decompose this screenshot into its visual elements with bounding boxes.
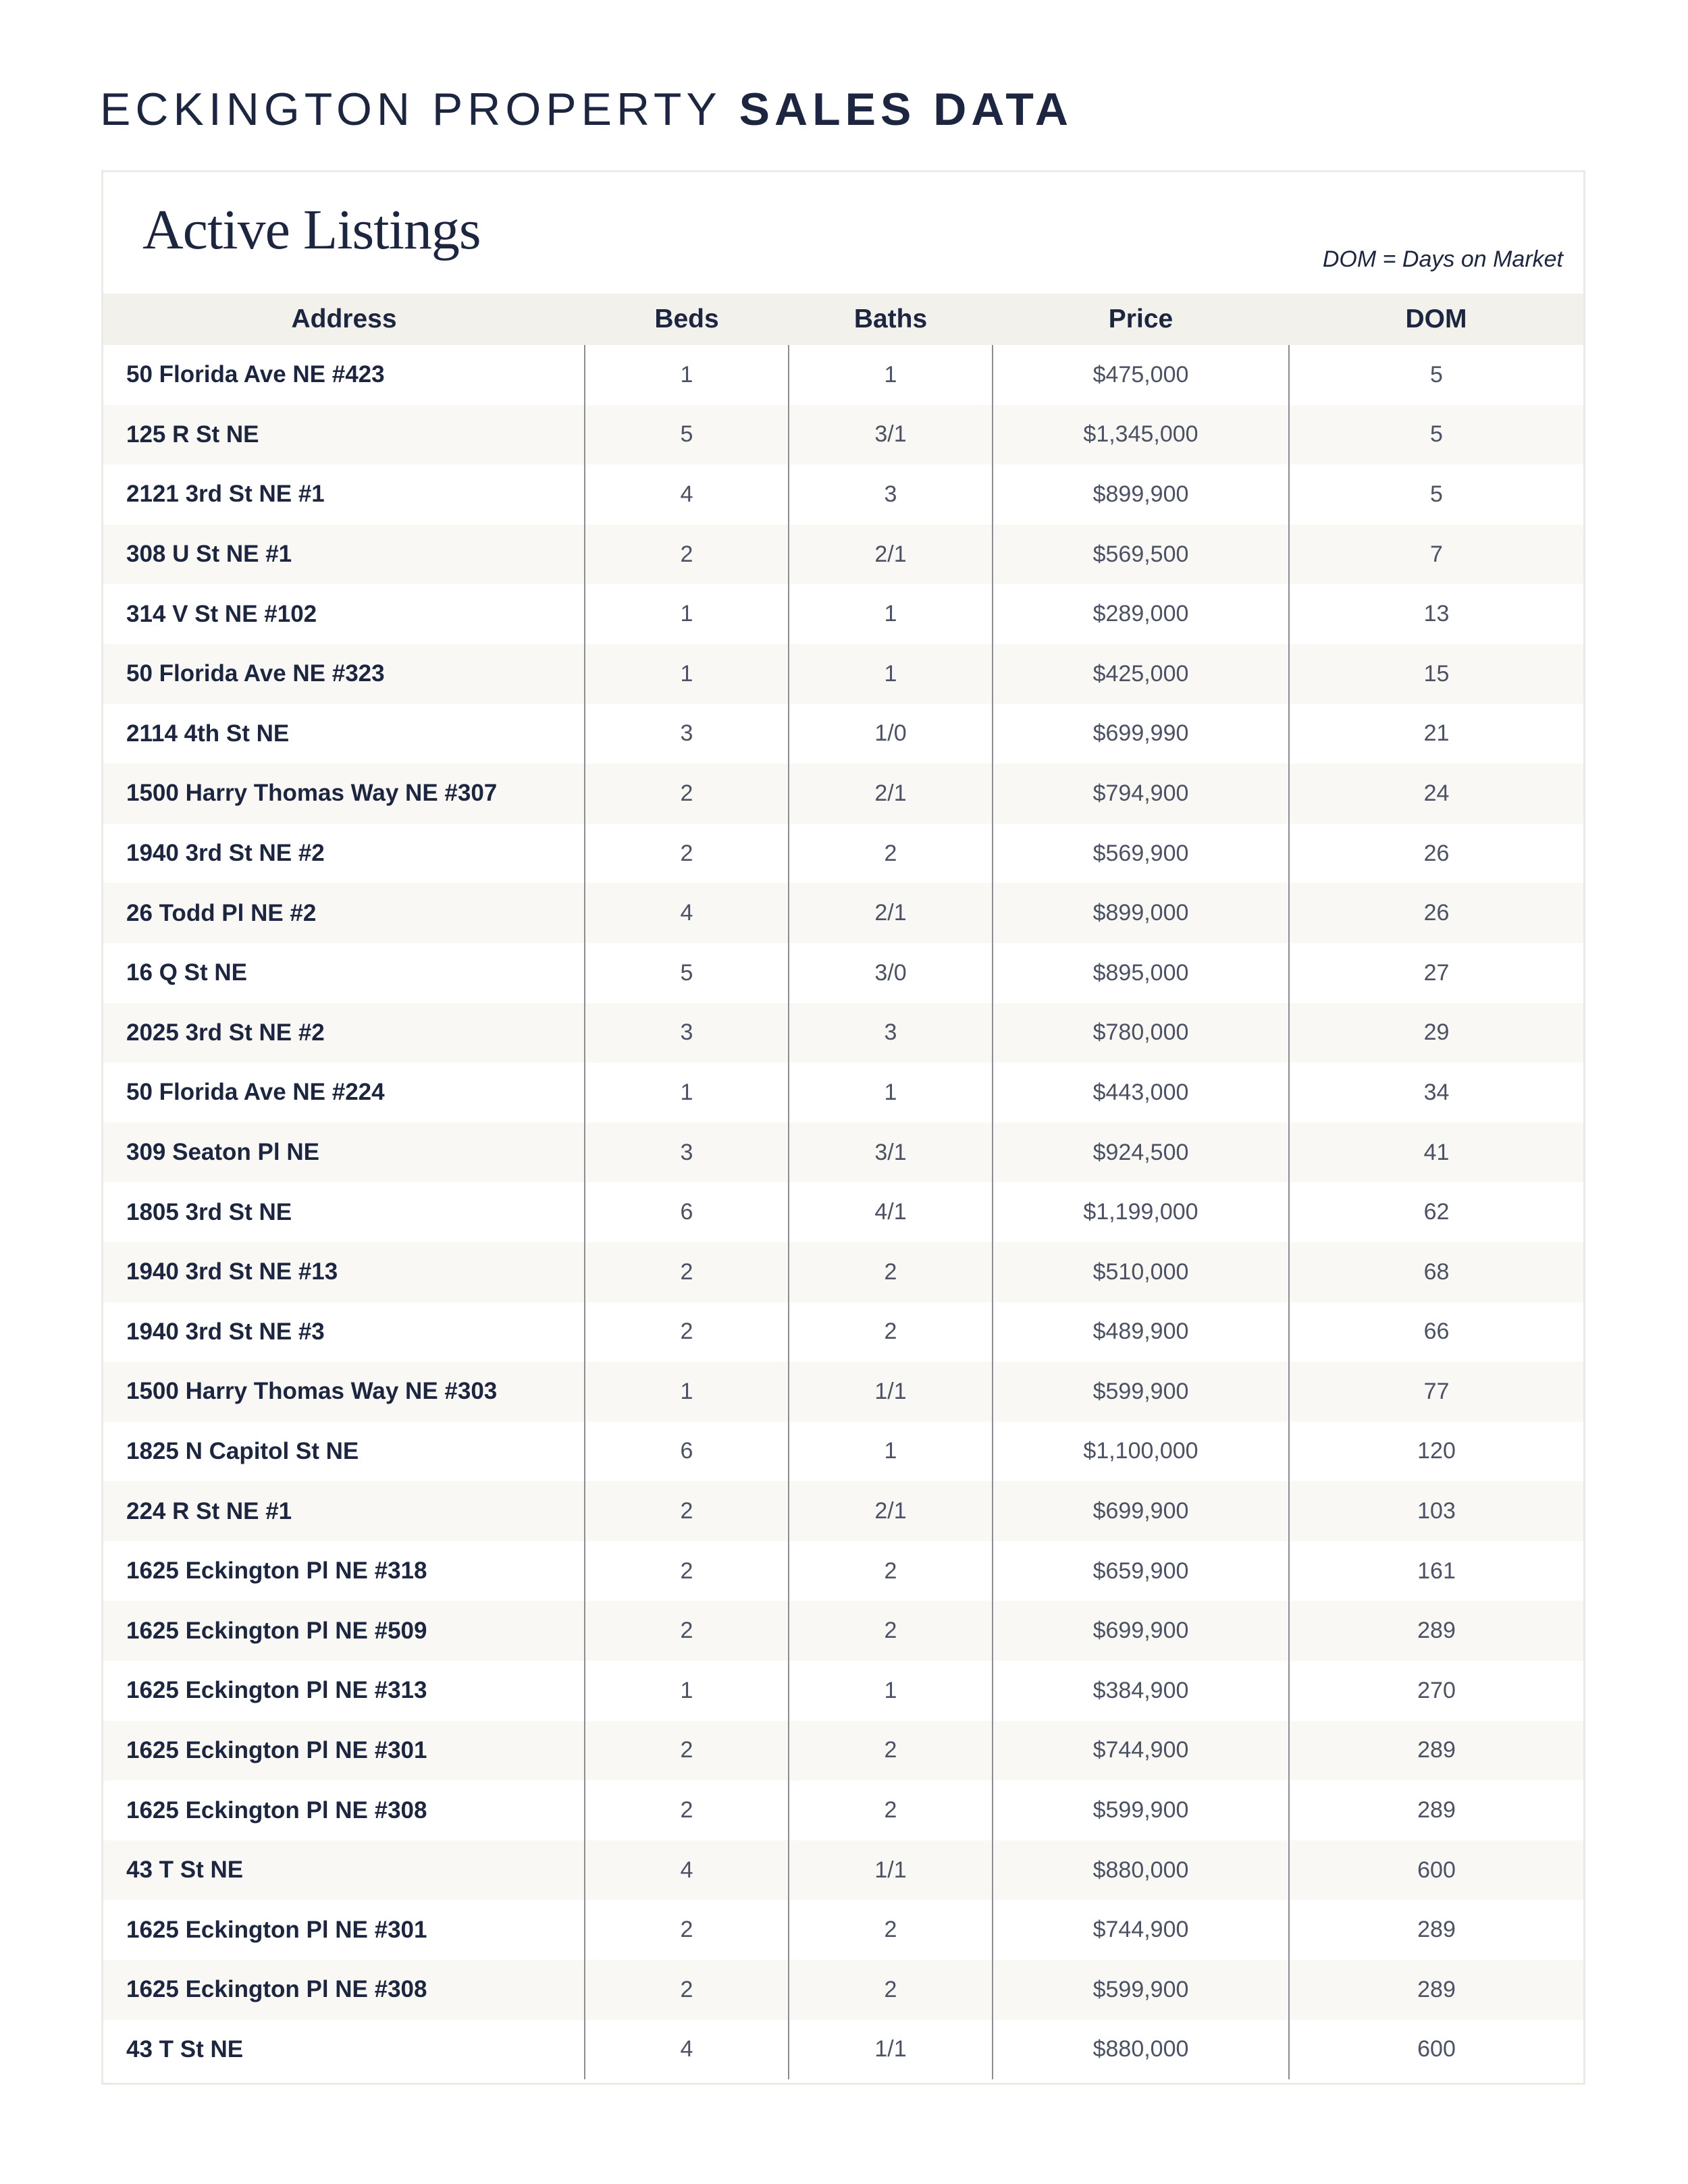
address-cell: 1940 3rd St NE #13 <box>103 1242 585 1302</box>
beds-cell: 3 <box>585 1123 789 1183</box>
dom-cell: 5 <box>1289 464 1583 525</box>
price-cell: $780,000 <box>993 1003 1289 1063</box>
address-cell: 1625 Eckington Pl NE #308 <box>126 1796 427 1823</box>
address-cell: 26 Todd Pl NE #2 <box>103 883 585 943</box>
baths-cell: 1/1 <box>789 1362 993 1422</box>
baths-cell: 2 <box>789 1302 993 1362</box>
baths-cell: 3/0 <box>789 943 993 1003</box>
table-row <box>103 1242 1583 1302</box>
table-row <box>103 764 1583 824</box>
table-row <box>103 1960 1583 2020</box>
dom-cell: 62 <box>1289 1182 1583 1242</box>
baths-cell: 1 <box>789 584 993 644</box>
table-row <box>103 943 1583 1003</box>
section-title: Active Listings <box>142 198 481 261</box>
baths-cell: 2 <box>789 824 993 884</box>
dom-cell: 26 <box>1289 883 1583 943</box>
address-cell: 224 R St NE #1 <box>103 1481 585 1541</box>
beds-cell: 2 <box>585 1242 789 1302</box>
price-cell: $475,000 <box>993 345 1289 405</box>
address-cell: 50 Florida Ave NE #423 <box>126 361 385 388</box>
dom-cell: 161 <box>1289 1541 1583 1601</box>
dom-cell: 5 <box>1289 345 1583 405</box>
baths-cell: 1 <box>789 644 993 704</box>
baths-cell: 1/1 <box>789 2020 993 2080</box>
dom-cell: 15 <box>1289 644 1583 704</box>
dom-cell: 289 <box>1289 1780 1583 1840</box>
listings-table <box>103 294 1583 2079</box>
address-cell: 309 Seaton Pl NE <box>103 1123 585 1183</box>
baths-cell: 2/1 <box>789 1481 993 1541</box>
price-cell: $699,990 <box>993 704 1289 764</box>
price-cell: $384,900 <box>993 1661 1289 1721</box>
baths-cell: 3 <box>789 464 993 525</box>
dom-cell: 68 <box>1289 1242 1583 1302</box>
beds-cell: 6 <box>585 1422 789 1482</box>
address-cell: 1940 3rd St NE #2 <box>126 840 325 867</box>
address-cell: 1625 Eckington Pl NE #301 <box>103 1721 585 1781</box>
beds-cell: 2 <box>585 824 789 884</box>
table-row <box>103 1840 1583 1900</box>
price-cell: $1,199,000 <box>993 1182 1289 1242</box>
baths-cell: 2/1 <box>789 525 993 585</box>
address-cell: 1625 Eckington Pl NE #313 <box>126 1677 427 1704</box>
column-header-price: Price <box>993 294 1289 345</box>
dom-cell: 41 <box>1289 1123 1583 1183</box>
page-title-bold: SALES DATA <box>739 84 1074 135</box>
baths-cell: 2 <box>789 1721 993 1781</box>
beds-cell: 1 <box>585 1063 789 1123</box>
address-cell: 2121 3rd St NE #1 <box>126 481 325 508</box>
dom-cell: 27 <box>1289 943 1583 1003</box>
baths-cell: 4/1 <box>789 1182 993 1242</box>
dom-cell: 7 <box>1289 525 1583 585</box>
table-row <box>103 525 1583 585</box>
table-row <box>103 1123 1583 1183</box>
price-cell: $289,000 <box>993 584 1289 644</box>
beds-cell: 1 <box>585 584 789 644</box>
dom-cell: 26 <box>1289 824 1583 884</box>
price-cell: $1,100,000 <box>993 1422 1289 1482</box>
price-cell: $569,500 <box>993 525 1289 585</box>
baths-cell: 1/1 <box>789 1840 993 1900</box>
price-cell: $599,900 <box>993 1780 1289 1840</box>
beds-cell: 4 <box>585 883 789 943</box>
beds-cell: 1 <box>585 345 789 405</box>
column-header-baths: Baths <box>789 294 993 345</box>
price-cell: $1,345,000 <box>993 405 1289 465</box>
price-cell: $794,900 <box>993 764 1289 824</box>
price-cell: $659,900 <box>993 1541 1289 1601</box>
beds-cell: 6 <box>585 1182 789 1242</box>
beds-cell: 2 <box>585 764 789 824</box>
baths-cell: 2/1 <box>789 764 993 824</box>
price-cell: $699,900 <box>993 1481 1289 1541</box>
beds-cell: 2 <box>585 525 789 585</box>
address-cell: 2114 4th St NE <box>126 720 290 747</box>
baths-cell: 1 <box>789 345 993 405</box>
listings-card <box>101 170 1585 2085</box>
address-cell: 16 Q St NE <box>126 959 247 986</box>
address-cell: 1625 Eckington Pl NE #308 <box>103 1960 585 2020</box>
dom-cell: 289 <box>1289 1900 1583 1960</box>
baths-cell: 2 <box>789 1601 993 1661</box>
address-cell: 1500 Harry Thomas Way NE #303 <box>103 1362 585 1422</box>
table-row <box>103 1661 1583 1721</box>
dom-cell: 289 <box>1289 1601 1583 1661</box>
price-cell: $899,900 <box>993 464 1289 525</box>
address-cell: 43 T St NE <box>103 1840 585 1900</box>
column-header-beds: Beds <box>585 294 789 345</box>
column-header-address: Address <box>103 294 585 345</box>
table-row <box>103 1422 1583 1482</box>
address-cell: 1625 Eckington Pl NE #318 <box>126 1557 427 1584</box>
beds-cell: 2 <box>585 1900 789 1960</box>
table-row <box>103 345 1583 405</box>
dom-cell: 77 <box>1289 1362 1583 1422</box>
price-cell: $895,000 <box>993 943 1289 1003</box>
address-cell: 308 U St NE #1 <box>103 525 585 585</box>
baths-cell: 2/1 <box>789 883 993 943</box>
beds-cell: 4 <box>585 464 789 525</box>
table-header <box>103 294 1583 345</box>
beds-cell: 4 <box>585 1840 789 1900</box>
price-cell: $425,000 <box>993 644 1289 704</box>
dom-legend-note: DOM = Days on Market <box>1322 246 1563 272</box>
beds-cell: 2 <box>585 1481 789 1541</box>
address-cell: 1625 Eckington Pl NE #301 <box>126 1916 427 1943</box>
beds-cell: 2 <box>585 1302 789 1362</box>
dom-cell: 13 <box>1289 584 1583 644</box>
beds-cell: 1 <box>585 1362 789 1422</box>
table-row <box>103 1780 1583 1840</box>
price-cell: $569,900 <box>993 824 1289 884</box>
beds-cell: 3 <box>585 1003 789 1063</box>
table-row <box>103 1601 1583 1661</box>
beds-cell: 3 <box>585 704 789 764</box>
table-row <box>103 1900 1583 1960</box>
price-cell: $599,900 <box>993 1960 1289 2020</box>
dom-cell: 103 <box>1289 1481 1583 1541</box>
price-cell: $489,900 <box>993 1302 1289 1362</box>
dom-cell: 120 <box>1289 1422 1583 1482</box>
table-row <box>103 584 1583 644</box>
beds-cell: 2 <box>585 1601 789 1661</box>
address-cell: 1805 3rd St NE <box>126 1198 292 1225</box>
dom-cell: 600 <box>1289 2020 1583 2080</box>
baths-cell: 1 <box>789 1063 993 1123</box>
baths-cell: 2 <box>789 1242 993 1302</box>
price-cell: $924,500 <box>993 1123 1289 1183</box>
table-row <box>103 1541 1583 1601</box>
table-row <box>103 1003 1583 1063</box>
table-header-row <box>103 294 1583 345</box>
dom-cell: 34 <box>1289 1063 1583 1123</box>
baths-cell: 2 <box>789 1541 993 1601</box>
baths-cell: 2 <box>789 1960 993 2020</box>
address-cell: 1825 N Capitol St NE <box>126 1437 359 1464</box>
table-row <box>103 644 1583 704</box>
price-cell: $880,000 <box>993 1840 1289 1900</box>
table-row <box>103 1063 1583 1123</box>
table-row <box>103 1302 1583 1362</box>
column-header-dom: DOM <box>1289 294 1583 345</box>
baths-cell: 1 <box>789 1661 993 1721</box>
table-row <box>103 704 1583 764</box>
beds-cell: 5 <box>585 943 789 1003</box>
beds-cell: 4 <box>585 2020 789 2080</box>
beds-cell: 2 <box>585 1960 789 2020</box>
beds-cell: 1 <box>585 644 789 704</box>
beds-cell: 5 <box>585 405 789 465</box>
dom-cell: 66 <box>1289 1302 1583 1362</box>
price-cell: $880,000 <box>993 2020 1289 2080</box>
dom-cell: 289 <box>1289 1960 1583 2020</box>
table-row <box>103 824 1583 884</box>
beds-cell: 2 <box>585 1780 789 1840</box>
table-row <box>103 1481 1583 1541</box>
dom-cell: 21 <box>1289 704 1583 764</box>
table-row <box>103 1362 1583 1422</box>
dom-cell: 270 <box>1289 1661 1583 1721</box>
baths-cell: 1 <box>789 1422 993 1482</box>
table-row <box>103 405 1583 465</box>
baths-cell: 2 <box>789 1900 993 1960</box>
table-row <box>103 464 1583 525</box>
price-cell: $744,900 <box>993 1900 1289 1960</box>
table-row <box>103 2020 1583 2080</box>
table-row <box>103 883 1583 943</box>
address-cell: 1940 3rd St NE #3 <box>126 1318 325 1345</box>
price-cell: $599,900 <box>993 1362 1289 1422</box>
baths-cell: 2 <box>789 1780 993 1840</box>
table-body <box>103 345 1583 2079</box>
dom-cell: 289 <box>1289 1721 1583 1781</box>
page-title <box>100 84 1074 135</box>
baths-cell: 1/0 <box>789 704 993 764</box>
baths-cell: 3/1 <box>789 405 993 465</box>
price-cell: $443,000 <box>993 1063 1289 1123</box>
beds-cell: 2 <box>585 1541 789 1601</box>
beds-cell: 1 <box>585 1661 789 1721</box>
address-cell: 125 R St NE <box>103 405 585 465</box>
dom-cell: 5 <box>1289 405 1583 465</box>
baths-cell: 3 <box>789 1003 993 1063</box>
address-cell: 2025 3rd St NE #2 <box>103 1003 585 1063</box>
table-row <box>103 1182 1583 1242</box>
beds-cell: 2 <box>585 1721 789 1781</box>
price-cell: $510,000 <box>993 1242 1289 1302</box>
dom-cell: 29 <box>1289 1003 1583 1063</box>
price-cell: $899,000 <box>993 883 1289 943</box>
table-row <box>103 1721 1583 1781</box>
baths-cell: 3/1 <box>789 1123 993 1183</box>
price-cell: $744,900 <box>993 1721 1289 1781</box>
address-cell: 1500 Harry Thomas Way NE #307 <box>103 764 585 824</box>
address-cell: 314 V St NE #102 <box>126 600 317 627</box>
price-cell: $699,900 <box>993 1601 1289 1661</box>
dom-cell: 600 <box>1289 1840 1583 1900</box>
address-cell: 43 T St NE <box>126 2035 244 2062</box>
page-title-light: ECKINGTON PROPERTY <box>100 84 722 135</box>
dom-cell: 24 <box>1289 764 1583 824</box>
address-cell: 50 Florida Ave NE #224 <box>126 1079 385 1106</box>
address-cell: 50 Florida Ave NE #323 <box>103 644 585 704</box>
address-cell: 1625 Eckington Pl NE #509 <box>103 1601 585 1661</box>
